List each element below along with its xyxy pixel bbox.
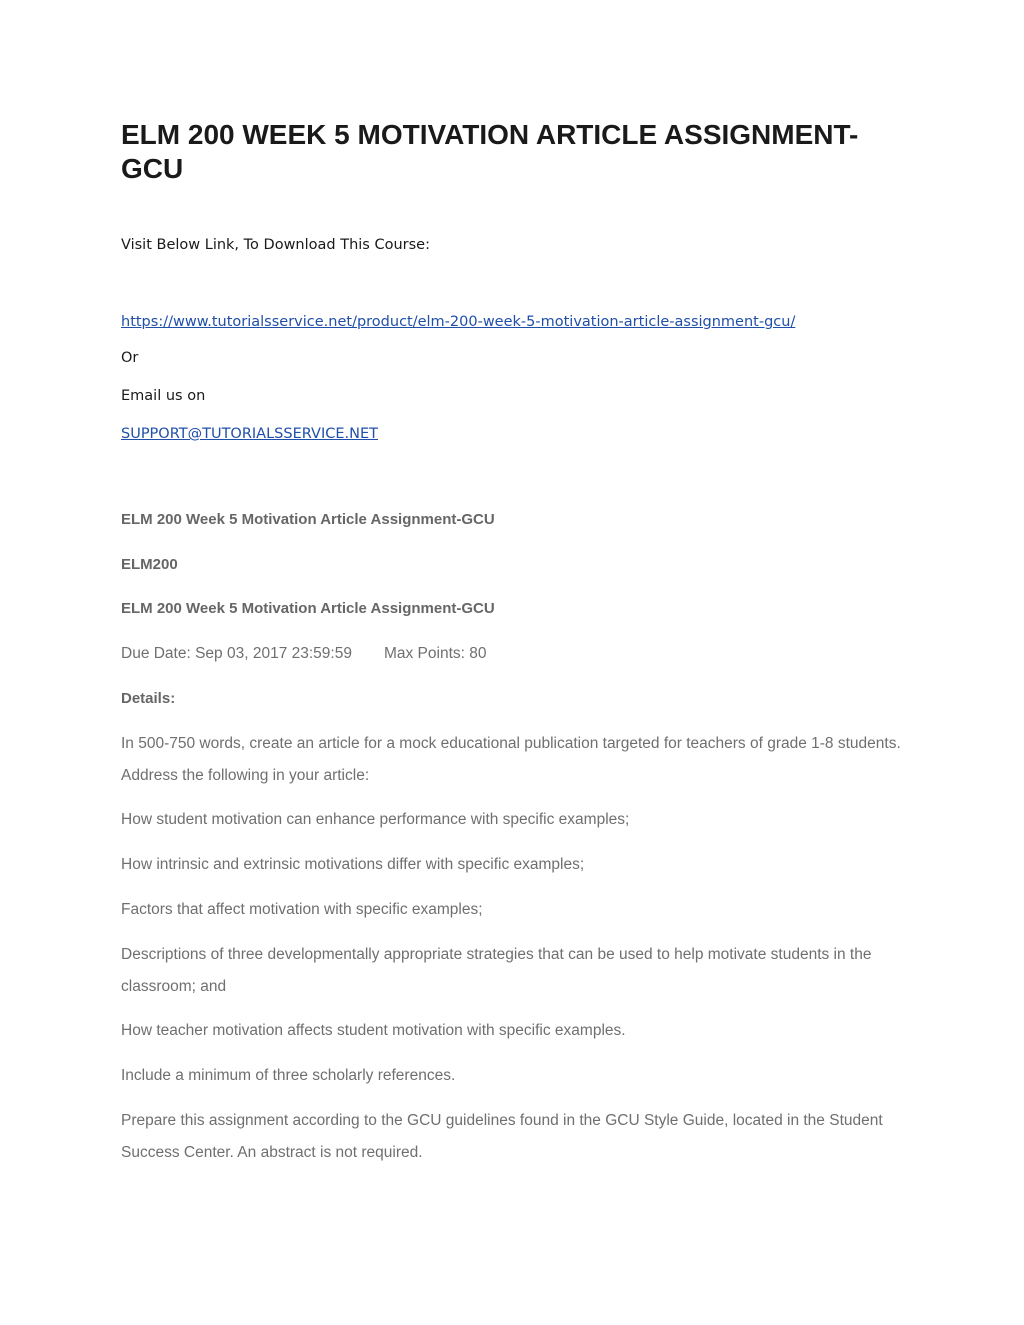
paragraph-closing: Prepare this assignment according to the GCU guidelines found in the GCU Style Guide, located in the Student Success Center. An abstract is not required. bbox=[121, 1112, 883, 1161]
paragraph-intro: In 500-750 words, create an article for a mock educational publication targeted for teachers of grade 1-8 students. Address the following in your article: bbox=[121, 735, 901, 784]
product-link-line bbox=[121, 312, 795, 332]
assignment-subheading: ELM 200 Week 5 Motivation Article Assignment-GCU bbox=[121, 600, 495, 617]
course-code: ELM200 bbox=[121, 556, 178, 573]
details-label: Details: bbox=[121, 690, 176, 707]
or-text: Or bbox=[121, 350, 139, 366]
max-points: Max Points: 80 bbox=[383, 645, 487, 662]
document-title: ELM 200 WEEK 5 MOTIVATION ARTICLE ASSIGNMENT-GCU bbox=[121, 119, 859, 184]
paragraph-item: How student motivation can enhance performance with specific examples; bbox=[121, 811, 630, 828]
product-link[interactable]: https://www.tutorialsservice.net/product/elm-200-week-5-motivation-article-assignment-gcu/ bbox=[121, 314, 796, 330]
paragraph-item: How teacher motivation affects student motivation with specific examples. bbox=[121, 1022, 626, 1039]
email-label: Email us on bbox=[121, 388, 206, 404]
email-link-line bbox=[121, 424, 378, 444]
visit-instructions: Visit Below Link, To Download This Course: bbox=[121, 237, 430, 253]
due-info-row bbox=[121, 642, 487, 666]
assignment-heading: ELM 200 Week 5 Motivation Article Assignment-GCU bbox=[121, 511, 495, 528]
paragraph-item: How intrinsic and extrinsic motivations differ with specific examples; bbox=[121, 856, 585, 873]
paragraph-item: Descriptions of three developmentally appropriate strategies that can be used to help motivate students in the classroom; and bbox=[121, 946, 872, 995]
paragraph-item: Include a minimum of three scholarly references. bbox=[121, 1067, 456, 1084]
due-date: Due Date: Sep 03, 2017 23:59:59 bbox=[121, 645, 352, 662]
email-link[interactable]: SUPPORT@TUTORIALSSERVICE.NET bbox=[121, 426, 378, 442]
paragraph-item: Factors that affect motivation with specific examples; bbox=[121, 901, 483, 918]
